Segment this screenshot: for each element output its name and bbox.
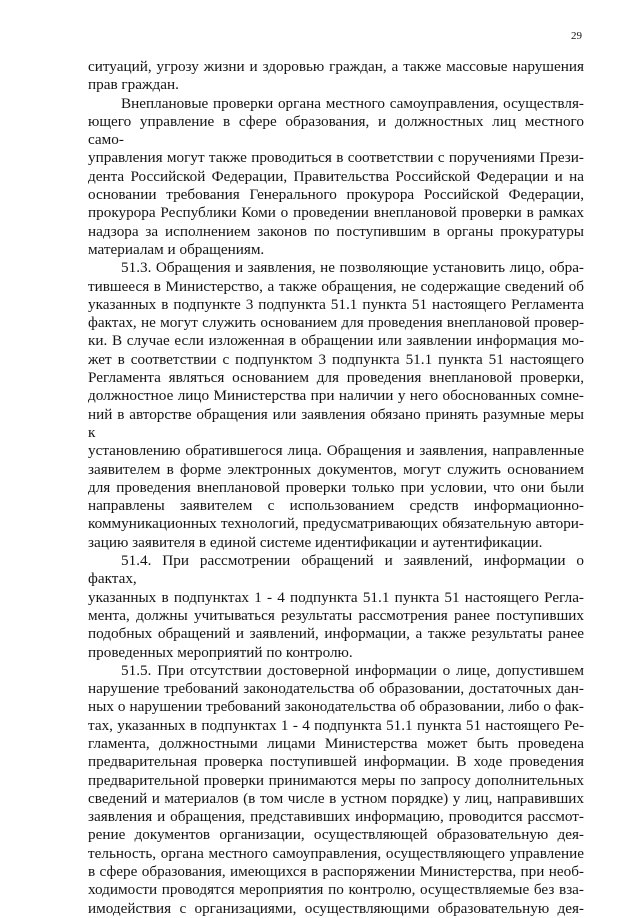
text-line: ний в авторстве обращения или заявления обязано принять разумные меры к (88, 405, 584, 441)
text-line: должностное лицо Министерства при наличии у него обоснованных сомне- (88, 387, 584, 405)
text-line: прав граждан. (88, 76, 179, 94)
page-number: 29 (571, 30, 582, 42)
text-line: 51.4. При рассмотрении обращений и заявлений, информации о фактах, (88, 552, 584, 588)
text-line: ходимости проводятся мероприятия по контролю, осуществляемые без вза- (88, 881, 584, 899)
text-line: основании требования Генерального прокурора Российской Федерации, (88, 186, 584, 204)
text-line: нарушение требований законодательства об образовании, достаточных дан- (88, 680, 584, 698)
text-line: дента Российской Федерации, Правительства Российской Федерации и на (88, 167, 584, 185)
text-line: подобных обращений и заявлений, информации, а также результаты ранее (88, 625, 584, 643)
text-line: 51.5. При отсутствии достоверной информации о лице, допустившем (121, 661, 584, 679)
text-line: управления могут также проводиться в соответствии с поручениями Прези- (88, 149, 584, 167)
text-line: тельность, органа местного самоуправления, осуществляющего управление (88, 844, 584, 862)
text-line: для проведения внеплановой проверки только при условии, что они были (88, 478, 584, 496)
text-line: 51.3. Обращения и заявления, не позволяющие установить лицо, обра- (121, 259, 584, 277)
text-line: прокурора Республики Коми о проведении внеплановой проверки в рамках (88, 204, 584, 222)
text-line: фактах, не могут служить основанием для проведения внеплановой провер- (88, 314, 584, 332)
text-line: в сфере образования, имеющихся в распоряжении Министерства, при необ- (88, 863, 584, 881)
text-line: указанных в подпункте 3 подпункта 51.1 пункта 51 настоящего Регламента (88, 295, 584, 313)
text-line: указанных в подпунктах 1 - 4 подпункта 51.1 пункта 51 настоящего Регла- (88, 588, 584, 606)
text-line: предварительной проверки принимаются меры по запросу дополнительных (88, 771, 584, 789)
text-line: ных о нарушении требований законодательства об образовании, либо о фак- (88, 698, 584, 716)
text-line: Регламента являться основанием для проведения внеплановой проверки, (88, 369, 584, 387)
text-line: гламента, должностными лицами Министерства может быть проведена (88, 734, 584, 752)
text-line: коммуникационных технологий, предусматривающих обязательную автори- (88, 515, 584, 533)
text-line: зацию заявителя в единой системе идентификации и аутентификации. (88, 533, 543, 551)
text-line: ющего управление в сфере образования, и должностных лиц местного само- (88, 112, 584, 149)
text-line: направлены заявителем с использованием средств информационно- (88, 497, 584, 515)
text-line: рение документов организации, осуществляющей образовательную дея- (88, 826, 584, 844)
text-line: заявителем в форме электронных документов, могут служить основанием (88, 460, 584, 478)
text-line: ситуаций, угрозу жизни и здоровью граждан, а также массовые нарушения (88, 58, 584, 75)
text-line: тившееся в Министерство, а также обращения, не содержащие сведений об (88, 277, 584, 295)
text-line: ки. В случае если изложенная в обращении или заявлении информация мо- (88, 332, 584, 350)
text-line: мента, должны учитываться результаты рассмотрения ранее поступивших (88, 606, 584, 624)
text-line: Внеплановые проверки органа местного самоуправления, осуществля- (121, 94, 584, 112)
text-line: сведений и материалов (в том числе в устном порядке) у лиц, направивших (88, 789, 584, 807)
text-line: проведенных мероприятий по контролю. (88, 643, 353, 661)
text-line: заявления и обращения, представивших информацию, проводится рассмот- (88, 808, 584, 826)
text-line: установлению обратившегося лица. Обращения и заявления, направленные (88, 442, 584, 460)
text-line: жет в соответствии с подпунктом 3 подпункта 51.1 пункта 51 настоящего (88, 350, 584, 368)
text-line: надзора за исполнением законов по поступившим в органы прокуратуры (88, 222, 584, 240)
text-line: материалам и обращениям. (88, 240, 265, 258)
text-line: тах, указанных в подпунктах 1 - 4 подпункта 51.1 пункта 51 настоящего Ре- (88, 716, 584, 734)
text-line: предварительная проверка поступившей информации. В ходе проведения (88, 753, 584, 771)
document-body (88, 58, 584, 918)
text-line: имодействия с организациями, осуществляющими образовательную дея- (88, 899, 584, 917)
